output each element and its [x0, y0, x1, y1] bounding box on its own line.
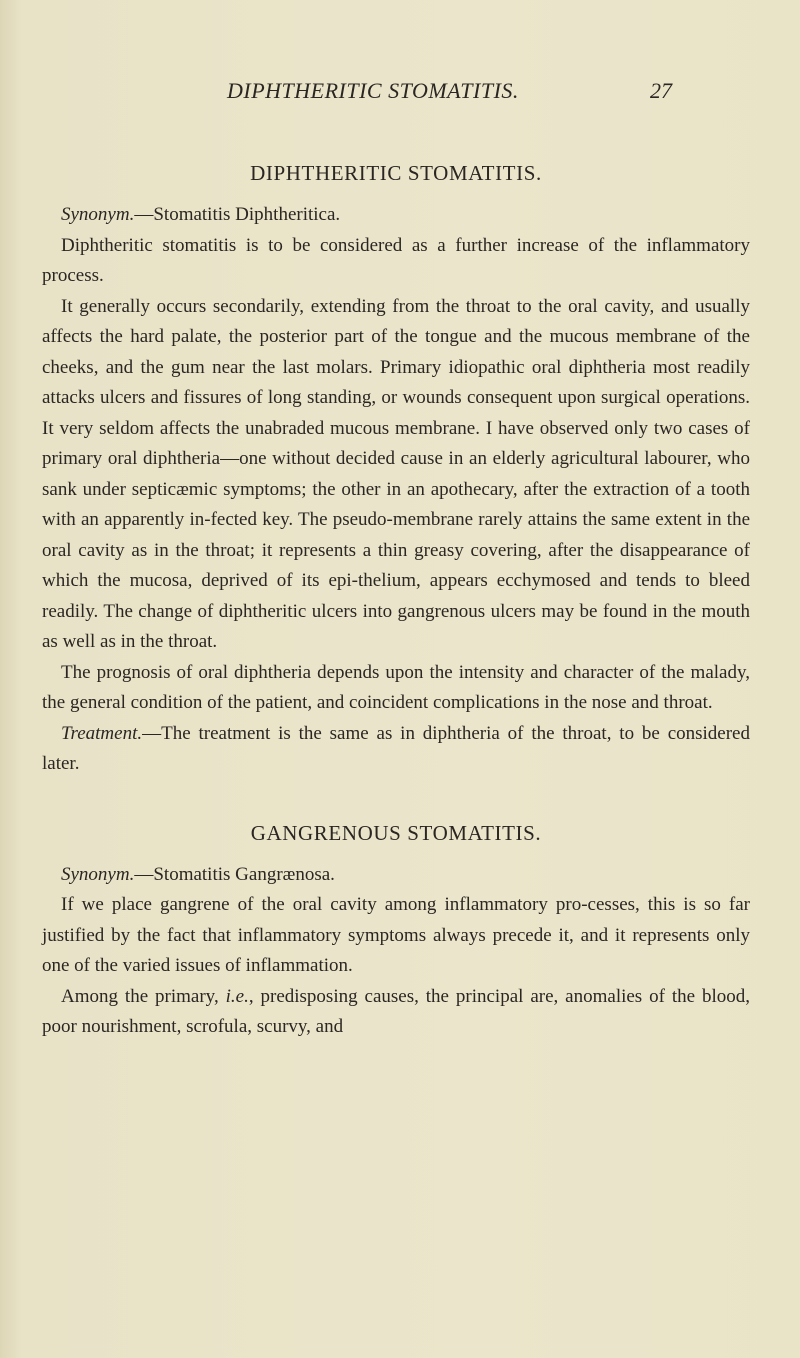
section-heading: DIPHTHERITIC STOMATITIS. — [250, 161, 542, 185]
text-run: , predisposing causes, the principal are, anomalies of the blood, poor nourishment, scrofula, scurvy, and — [42, 985, 750, 1037]
treatment-text: —The treatment is the same as in diphtheria of the throat, to be considered later. — [42, 722, 750, 774]
section-heading: GANGRENOUS STOMATITIS. — [250, 820, 542, 845]
treatment-label: Treatment. — [61, 722, 143, 744]
body-paragraph: The prognosis of oral diphtheria depends upon the intensity and character of the malady, the general condition of the patient, and coincident complications in the nose and throat. — [42, 661, 750, 713]
section-gangrenous-stomatitis — [42, 818, 750, 1043]
italic-ie: i.e. — [225, 985, 249, 1007]
running-head — [0, 78, 800, 108]
synonym-label: Synonym. — [61, 204, 135, 225]
body-paragraph: Diphtheritic stomatitis is to be considered as a further increase of the inflammatory process. — [42, 234, 750, 286]
page-content — [42, 158, 750, 1043]
body-paragraph: It generally occurs secondarily, extending from the throat to the oral cavity, and usually affects the hard palate, the posterior part of the tongue and the mucous membrane of the cheeks, and the gum near the last molars. Primary idiopathic oral diphtheria most readily attacks ulcers and fissures of long standing, or wounds consequent upon surgical operations. It very seldom affects the unabraded mucous membrane. I have observed only two cases of primary oral diphtheria—one without decided cause in an elderly agricultural labourer, who sank under septicæmic symptoms; the other in an apothecary, after the extraction of a tooth with an apparently in-fected key. The pseudo-membrane rarely attains the same extent in the oral cavity as in the throat; it represents a thin greasy covering, after the disappearance of which the mucosa, deprived of its epi-thelium, appears ecchymosed and tends to bleed readily. The change of diphtheritic ulcers into gangrenous ulcers may be found in the mouth as well as in the throat. — [42, 295, 750, 652]
running-title: DIPHTHERITIC STOMATITIS. — [227, 78, 519, 103]
text-run: Among the primary, — [61, 985, 226, 1007]
page-number: 27 — [650, 78, 672, 103]
synonym-paragraph — [42, 200, 750, 231]
synonym-text: —Stomatitis Diphtheritica. — [134, 204, 341, 225]
treatment-paragraph — [42, 719, 750, 780]
body-paragraph — [42, 982, 750, 1043]
body-paragraph: If we place gangrene of the oral cavity among inflammatory pro-cesses, this is so far justified by the fact that inflammatory symptoms always precede it, and it represents only one of the varied issues of inflammation. — [42, 894, 750, 976]
section-diphtheritic-stomatitis — [42, 158, 750, 780]
synonym-text: —Stomatitis Gangrænosa. — [134, 863, 335, 885]
synonym-label: Synonym. — [61, 863, 135, 885]
synonym-paragraph — [42, 860, 750, 891]
